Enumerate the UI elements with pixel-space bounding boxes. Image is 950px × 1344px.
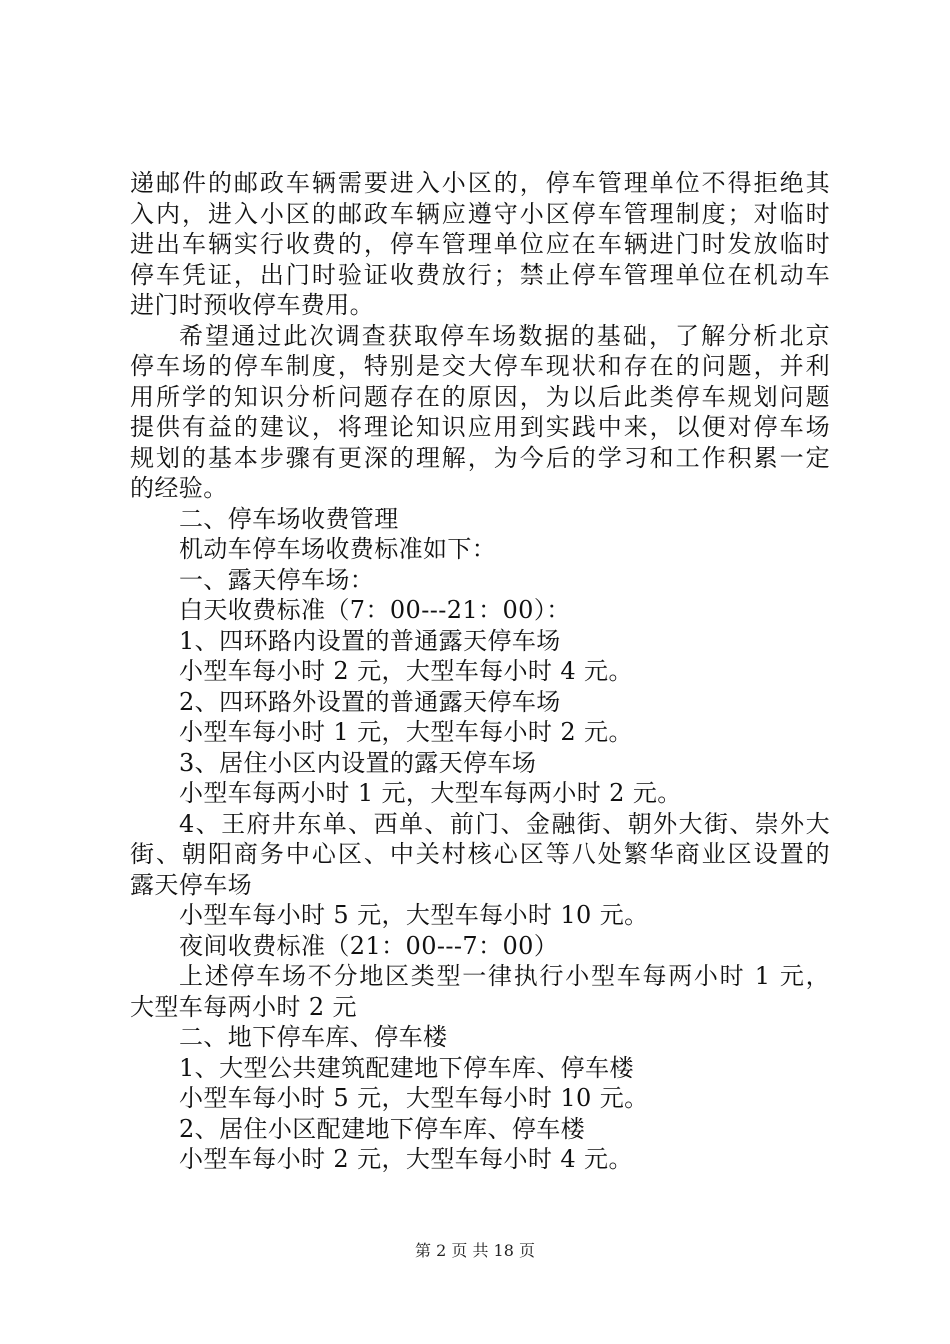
rate-line: 小型车每小时 5 元，大型车每小时 10 元。 [179,1084,649,1112]
text-line: 上述停车场不分地区类型一律执行小型车每两小时 1 元， [179,962,830,990]
text-line: 用所学的知识分析问题存在的原因，为以后此类停车规划问题 [130,382,830,411]
text-line: 街、朝阳商务中心区、中关村核心区等八处繁华商业区设置的 [130,840,830,868]
text-line: 进门时预收停车费用。 [130,291,374,319]
text-line: 规划的基本步骤有更深的理解，为今后的学习和工作积累一定 [130,443,830,472]
list-item: 2、居住小区配建地下停车库、停车楼 [179,1114,586,1143]
list-item: 1、大型公共建筑配建地下停车库、停车楼 [179,1053,634,1082]
text-line: 白天收费标准（7：00---21：00）： [179,596,571,624]
rate-line: 小型车每小时 1 元，大型车每小时 2 元。 [179,718,633,746]
subsection-heading: 二、地下停车库、停车楼 [179,1023,448,1051]
section-heading: 二、停车场收费管理 [179,504,399,533]
text-line: 递邮件的邮政车辆需要进入小区的，停车管理单位不得拒绝其 [130,169,830,197]
subsection-heading: 一、露天停车场： [179,565,375,594]
text-line: 提供有益的建议，将理论知识应用到实践中来，以便对停车场 [130,413,830,441]
paragraph-start-line: 希望通过此次调查获取停车场数据的基础，了解分析北京 [179,321,830,350]
list-item: 3、居住小区内设置的露天停车场 [179,748,537,777]
rate-line: 小型车每小时 5 元，大型车每小时 10 元。 [179,901,649,929]
body-text [130,168,830,1175]
text-line: 的经验。 [130,474,228,502]
rate-line: 小型车每小时 2 元，大型车每小时 4 元。 [179,657,633,685]
text-line: 露天停车场 [130,870,252,899]
text-line: 机动车停车场收费标准如下： [179,535,497,563]
rate-line: 小型车每小时 2 元，大型车每小时 4 元。 [179,1145,633,1173]
text-line: 进出车辆实行收费的，停车管理单位应在车辆进门时发放临时 [130,230,830,258]
list-item: 2、四环路外设置的普通露天停车场 [179,687,561,716]
text-line: 停车场的停车制度，特别是交大停车现状和存在的问题，并利 [130,352,830,380]
text-line: 停车凭证，出门时验证收费放行；禁止停车管理单位在机动车 [130,260,830,289]
text-line: 入内，进入小区的邮政车辆应遵守小区停车管理制度；对临时 [130,199,830,228]
list-item: 4、王府井东单、西单、前门、金融街、朝外大街、崇外大 [179,809,830,838]
list-item: 1、四环路内设置的普通露天停车场 [179,626,561,655]
text-line: 夜间收费标准（21：00---7：00） [179,931,559,960]
page-footer: 第 2 页 共 18 页 [415,1241,535,1260]
text-line: 大型车每两小时 2 元 [130,992,357,1021]
rate-line: 小型车每两小时 1 元，大型车每两小时 2 元。 [179,779,682,807]
